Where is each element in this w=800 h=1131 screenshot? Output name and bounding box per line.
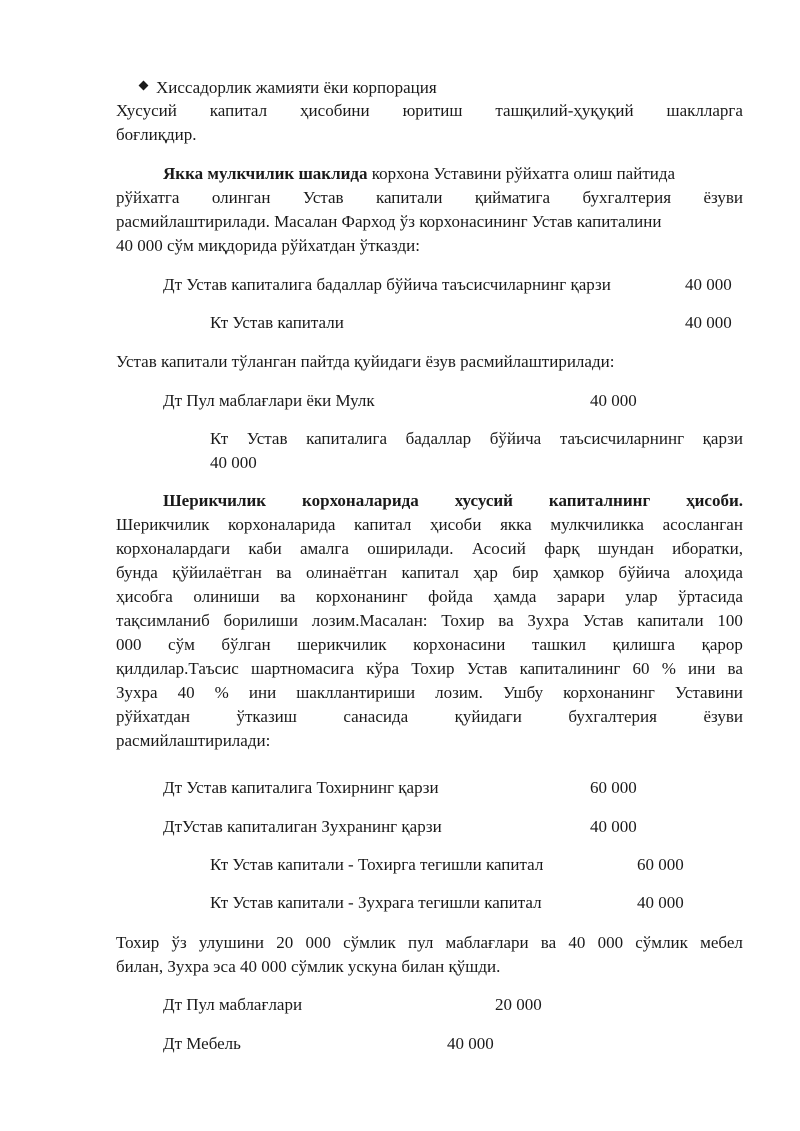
word: пул [408, 933, 434, 952]
word: капитал [209, 101, 268, 120]
word: ўтказиш [236, 707, 297, 726]
word: кўра [366, 659, 400, 678]
partnership-line-4 [116, 586, 743, 608]
sole-line-1-rest: корхона Уставини рўйхатга олиш пайтида [367, 164, 676, 183]
word: корхонанинг [315, 587, 408, 606]
word: Зухра [527, 611, 569, 630]
entry-credit-long-label [210, 428, 743, 450]
word: рўйхатдан [116, 707, 190, 726]
entry-tohir-debit-label: Дт Устав капиталига Тохирнинг қарзи [163, 778, 439, 797]
word: хусусий [454, 491, 513, 510]
word: ёзуви [703, 707, 743, 726]
word: корхоналарида [302, 491, 419, 510]
partnership-line-10: расмийлаштирилади: [116, 731, 271, 750]
word: капитали [637, 611, 704, 630]
word: амалга [300, 539, 349, 558]
contribution-line-1 [116, 932, 743, 954]
word: шундан [597, 539, 654, 558]
word: ини [688, 659, 716, 678]
word: каби [248, 539, 282, 558]
word: қийматига [474, 188, 551, 207]
word: борилиши [223, 611, 298, 630]
word: фарқ [544, 539, 580, 558]
entry-zuhra-debit-label: ДтУстав капиталиган Зухранинг қарзи [163, 817, 442, 836]
word: бўйича [618, 563, 670, 582]
intro-line-1 [116, 100, 743, 122]
bullet-item-text: Хиссадорлик жамияти ёки корпорация [156, 78, 437, 97]
word: корхонасини [413, 635, 506, 654]
partnership-line-1 [116, 514, 743, 536]
word: Асосий [471, 539, 526, 558]
sole-paragraph-line-1 [163, 163, 675, 185]
word: ҳамда [493, 587, 537, 606]
word: капитали [375, 188, 443, 207]
word: ҳар [473, 563, 498, 582]
word: 20 [276, 933, 294, 952]
word: бўйича [489, 429, 542, 448]
partnership-line-5 [116, 610, 743, 632]
entry-cash-amount: 40 000 [590, 391, 637, 410]
word: олинган [211, 188, 271, 207]
entry-zuhra-credit-label: Кт Устав капитали - Зухрага тегишли капитал [210, 893, 542, 912]
contribution-line-2: билан, Зухра эса 40 000 сўмлик ускуна билан қўшди. [116, 957, 501, 976]
word: бўлган [221, 635, 271, 654]
word: асосланган [662, 515, 743, 534]
word: капиталига [306, 429, 388, 448]
word: шартномасига [251, 659, 355, 678]
sole-paragraph-line-4: 40 000 сўм миқдорида рўйхатдан ўтказди: [116, 236, 420, 255]
word: капиталнинг [548, 491, 651, 510]
word: 40 [568, 933, 586, 952]
word: Хусусий [116, 101, 177, 120]
word: бухгалтерия [568, 707, 657, 726]
word: бухгалтерия [582, 188, 672, 207]
entry-furniture-debit-amount: 40 000 [447, 1034, 494, 1053]
word: % [214, 683, 229, 702]
word: бунда [116, 563, 158, 582]
word: Кт [210, 429, 229, 448]
word: улар [625, 587, 658, 606]
word: рўйхатга [116, 188, 180, 207]
word: оширилади. [367, 539, 454, 558]
word: олиниши [193, 587, 260, 606]
word: Устав [582, 611, 624, 630]
entry-zuhra-debit-amount: 40 000 [590, 817, 637, 836]
entry-tohir-credit-label: Кт Устав капитали - Тохирга тегишли капитал [210, 855, 544, 874]
word: капитал [354, 515, 412, 534]
word: Устав [246, 429, 288, 448]
word: ҳисоби [430, 515, 482, 534]
word: иборатки, [672, 539, 743, 558]
word: 000 [116, 635, 142, 654]
word: корхоналардаги [116, 539, 231, 558]
word: олинаётган [306, 563, 388, 582]
word: қарзи [702, 429, 743, 448]
word: Шерикчилик [163, 491, 267, 510]
word: Устав [302, 188, 344, 207]
intro-line-2: боғлиқдир. [116, 125, 197, 144]
word: лозим. [435, 683, 483, 702]
word: ҳисоби. [686, 491, 743, 510]
word: сўмлик [635, 933, 688, 952]
word: Уставини [674, 683, 743, 702]
entry-credit-label: Кт Устав капитали [210, 313, 344, 332]
entry-furniture-debit-label: Дт Мебель [163, 1034, 241, 1053]
word: қўйилаётган [172, 563, 262, 582]
word: 60 [632, 659, 650, 678]
paid-text: Устав капитали тўланган пайтда қуйидаги ёзув расмийлаштирилади: [116, 352, 615, 371]
entry-cash-debit-amount: 20 000 [495, 995, 542, 1014]
word: ташкил [531, 635, 586, 654]
word: капитал [401, 563, 459, 582]
partnership-heading [163, 490, 743, 512]
word: шерикчилик [297, 635, 387, 654]
word: якка [500, 515, 532, 534]
partnership-line-7 [116, 658, 743, 680]
word: Зухра [116, 683, 158, 702]
entry-debit-label: Дт Устав капиталига бадаллар бўйича таъсисчиларнинг қарзи [163, 275, 611, 294]
partnership-line-2 [116, 538, 743, 560]
word: улушини [198, 933, 265, 952]
word: 100 [717, 611, 743, 630]
sole-paragraph-line-3: расмийлаштирилади. Масалан Фарход ўз корхонасининг Устав капиталини [116, 212, 662, 231]
entry-debit-amount: 40 000 [685, 275, 732, 294]
word: ҳисобга [116, 587, 173, 606]
word: Устав [466, 659, 508, 678]
word: бадаллар [405, 429, 472, 448]
entry-credit-long-amount: 40 000 [210, 453, 257, 472]
word: 000 [305, 933, 331, 952]
word: Ушбу [502, 683, 544, 702]
word: қилдилар.Таъсис [116, 659, 239, 678]
word: ини [248, 683, 277, 702]
word: сўм [168, 635, 195, 654]
word: Тохир [411, 659, 455, 678]
word: ўртасида [678, 587, 743, 606]
word: Тохир [116, 933, 160, 952]
entry-tohir-credit-amount: 60 000 [637, 855, 684, 874]
word: % [661, 659, 676, 678]
word: қарор [701, 635, 743, 654]
word: сўмлик [343, 933, 396, 952]
word: лозим.Масалан: [311, 611, 428, 630]
entry-tohir-debit-amount: 60 000 [590, 778, 637, 797]
word: фойда [428, 587, 473, 606]
word: бир [512, 563, 539, 582]
word: корхонанинг [563, 683, 655, 702]
sole-paragraph-line-2 [116, 187, 743, 209]
word: капиталининг [519, 659, 621, 678]
bullet-diamond-icon [139, 81, 149, 91]
word: Шерикчилик [116, 515, 210, 534]
word: ҳисобини [300, 101, 370, 120]
word: ҳамкор [552, 563, 605, 582]
word: ўз [171, 933, 187, 952]
word: ва [280, 587, 296, 606]
word: ва [498, 611, 514, 630]
word: ёзуви [703, 188, 743, 207]
word: қилишга [612, 635, 676, 654]
entry-zuhra-credit-amount: 40 000 [637, 893, 684, 912]
word: ва [727, 659, 743, 678]
word: мебел [700, 933, 743, 952]
word: шакллантириши [296, 683, 416, 702]
word: таъсисчиларнинг [559, 429, 685, 448]
sole-heading: Якка мулкчилик шаклида [163, 164, 368, 183]
word: корхоналарида [228, 515, 336, 534]
word: санасида [343, 707, 409, 726]
word: юритиш [402, 101, 463, 120]
partnership-line-8 [116, 682, 743, 704]
word: ва [540, 933, 557, 952]
entry-cash-debit-label: Дт Пул маблағлари [163, 995, 303, 1014]
word: қуйидаги [454, 707, 522, 726]
entry-credit-amount: 40 000 [685, 313, 732, 332]
word: зарари [556, 587, 605, 606]
entry-cash-label: Дт Пул маблағлари ёки Мулк [163, 391, 375, 410]
word: шаклларга [666, 101, 743, 120]
word: алоҳида [684, 563, 743, 582]
partnership-line-9 [116, 706, 743, 728]
word: тақсимланиб [116, 611, 210, 630]
partnership-line-6 [116, 634, 743, 656]
word: Тохир [441, 611, 485, 630]
word: 000 [597, 933, 624, 952]
partnership-line-3 [116, 562, 743, 584]
word: ва [276, 563, 292, 582]
word: мулкчиликка [550, 515, 644, 534]
word: ташқилий-ҳуқуқий [495, 101, 634, 120]
word: 40 [177, 683, 195, 702]
word: маблағлари [445, 933, 529, 952]
